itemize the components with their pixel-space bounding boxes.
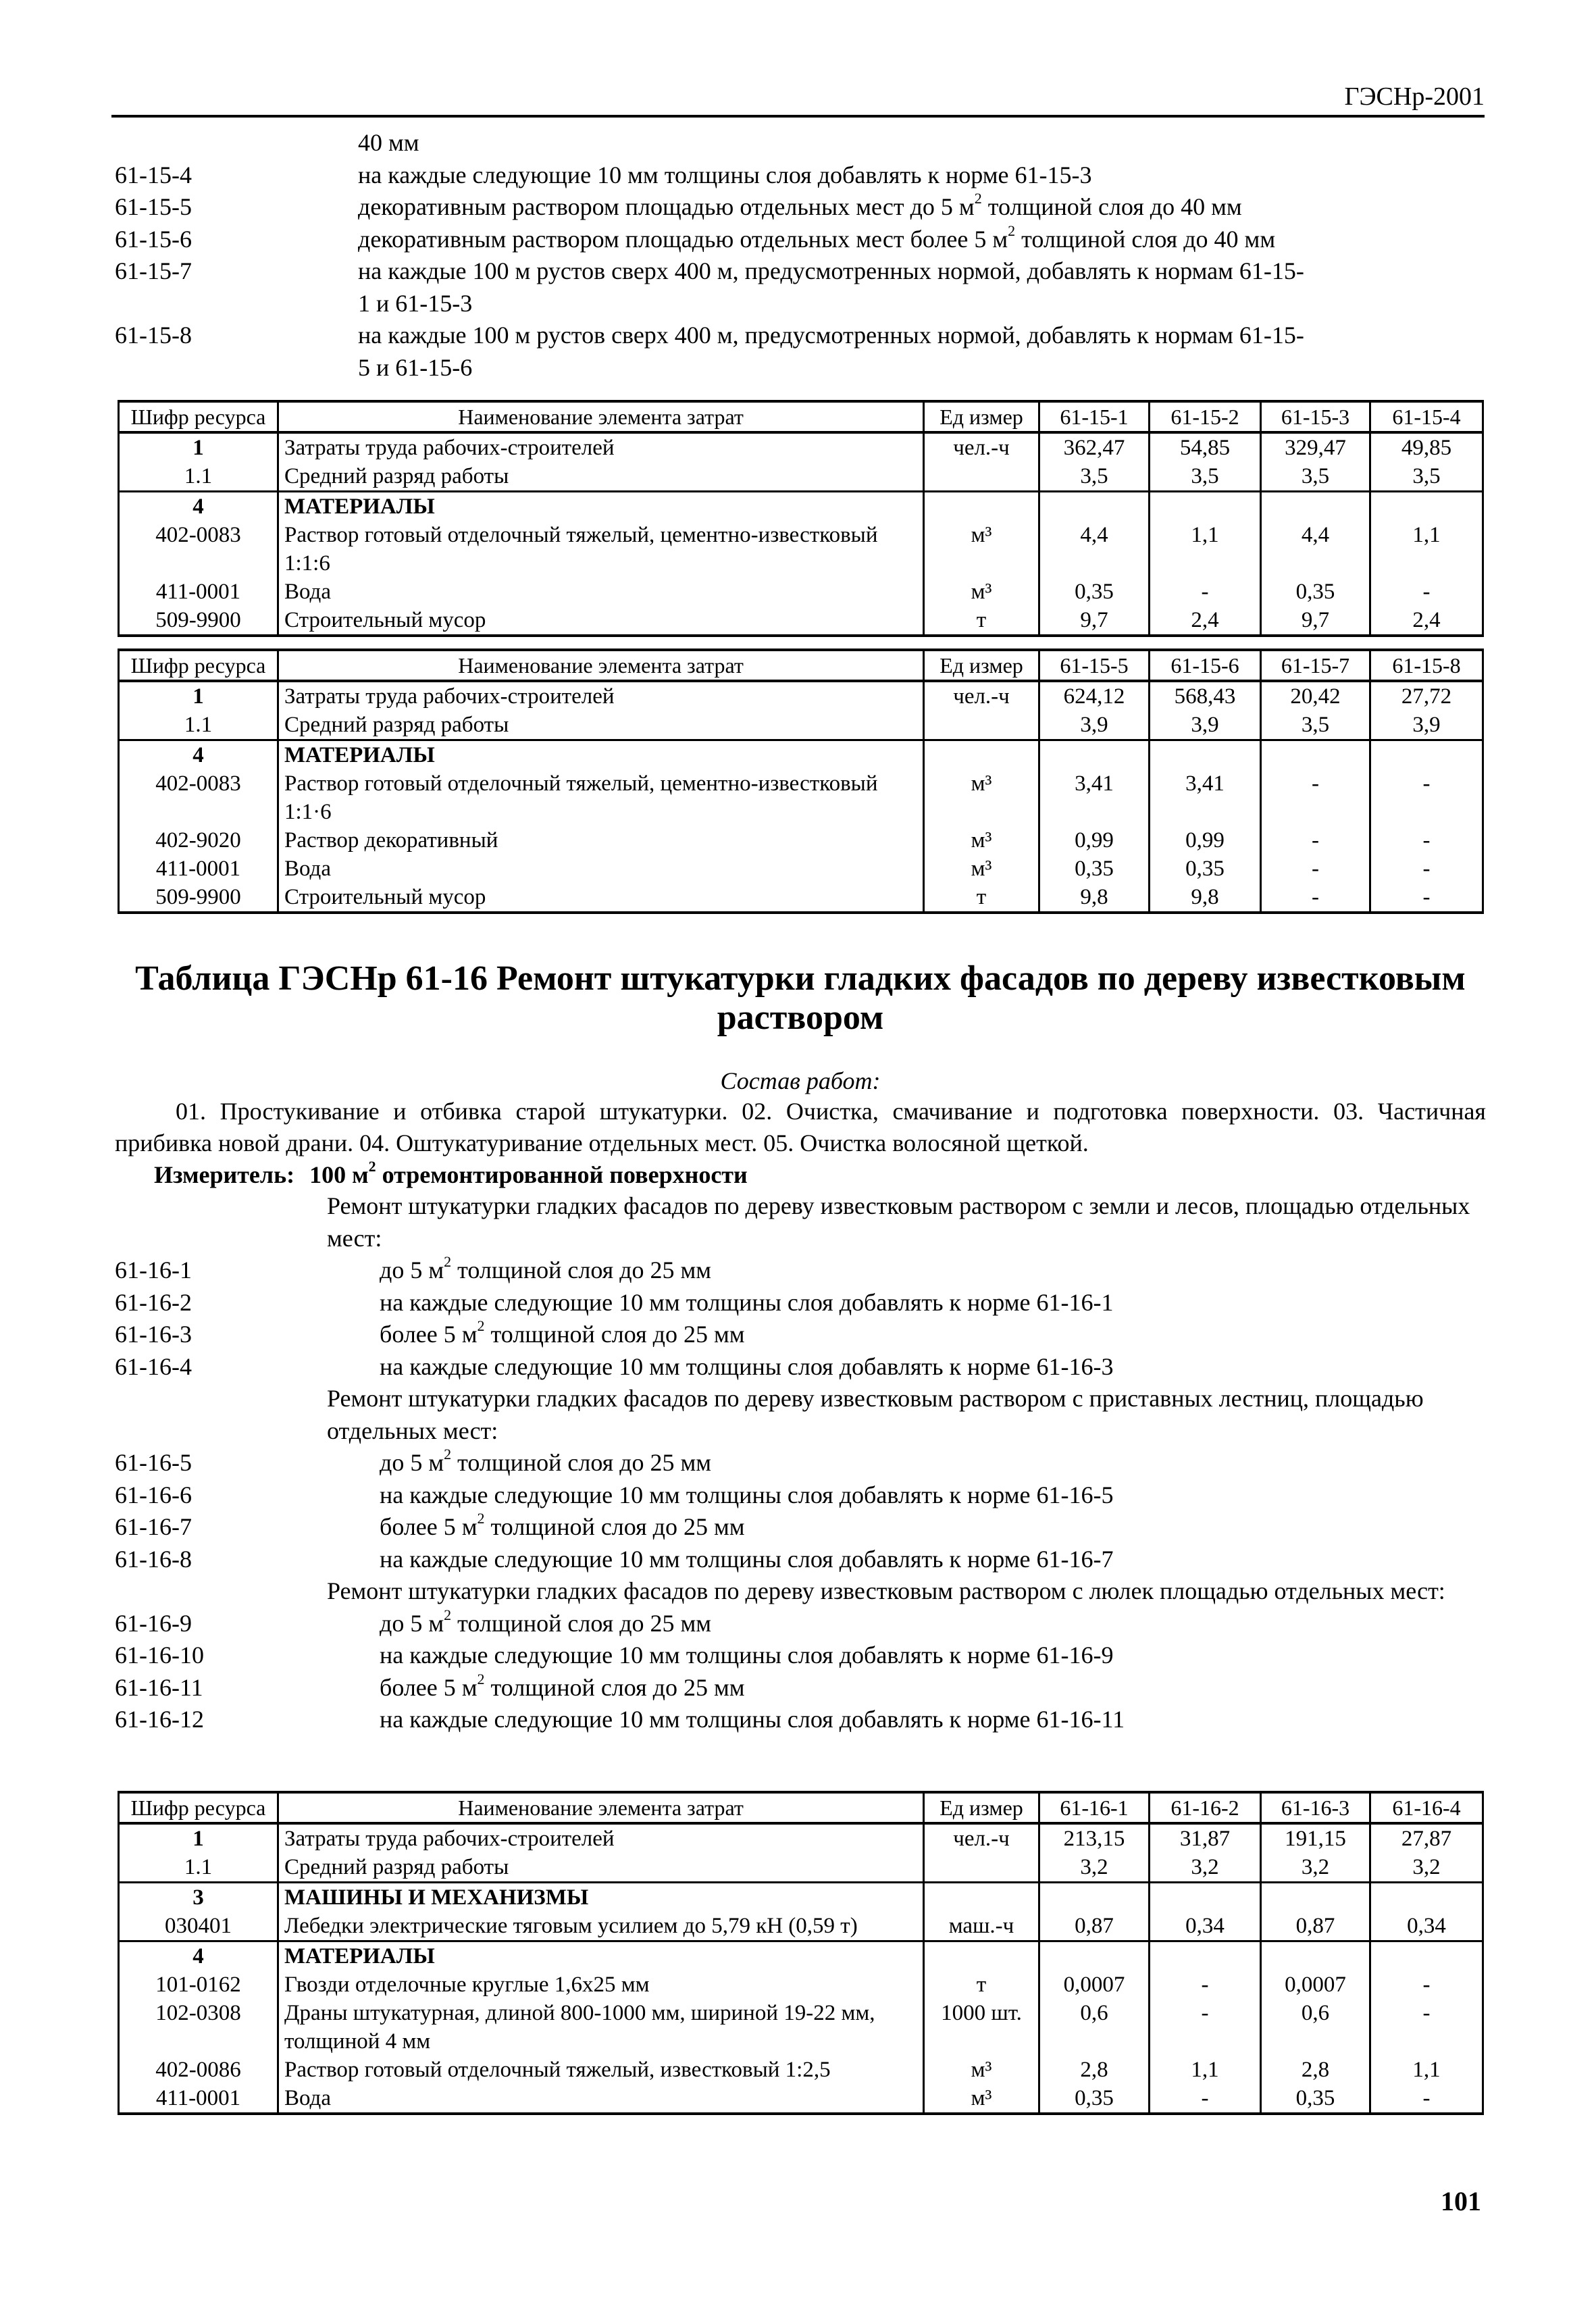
resource-unit xyxy=(924,740,1039,770)
norm-code: 61-16-12 xyxy=(115,1706,204,1733)
meter-value: 100 м xyxy=(309,1161,369,1188)
norm-code: 61-16-4 xyxy=(115,1352,192,1380)
column-header-norm: 61-16-2 xyxy=(1150,1792,1261,1823)
norm-row xyxy=(115,320,1486,352)
resource-unit xyxy=(924,462,1039,492)
table-row xyxy=(119,521,1483,578)
norm-value: 54,85 xyxy=(1150,432,1261,462)
resource-code: 402-0086 xyxy=(119,2056,278,2084)
norm-value: 9,8 xyxy=(1039,883,1150,913)
table-row xyxy=(119,769,1483,826)
norms-61-15-list xyxy=(115,127,1486,384)
superscript: 2 xyxy=(368,1158,376,1175)
norm-value: 0,87 xyxy=(1261,1912,1370,1941)
meter-value: отремонтированной поверхности xyxy=(376,1161,748,1188)
resource-table-61-15-1-4 xyxy=(118,400,1484,637)
norm-value: 3,2 xyxy=(1261,1853,1370,1883)
table-row xyxy=(119,432,1483,462)
resource-code: 509-9900 xyxy=(119,606,278,636)
norm-value: 329,47 xyxy=(1261,432,1370,462)
column-header-code: Шифр ресурса xyxy=(119,1792,278,1823)
norm-value: 0,0007 xyxy=(1039,1971,1150,1999)
norm-value xyxy=(1370,740,1483,770)
norm-value: - xyxy=(1261,826,1370,855)
superscript: 2 xyxy=(477,1670,485,1687)
norm-text-part: толщиной слоя до 25 мм xyxy=(484,1321,745,1348)
norm-text xyxy=(358,224,1486,256)
column-header-norm: 61-15-2 xyxy=(1150,401,1261,432)
norm-code: 61-16-2 xyxy=(115,1288,192,1316)
superscript: 2 xyxy=(477,1510,485,1527)
norm-value: 3,2 xyxy=(1370,1853,1483,1883)
norm-text: на каждые следующие 10 мм толщины слоя добавлять к норме 61-16-11 xyxy=(380,1706,1125,1733)
column-header-norm: 61-15-8 xyxy=(1370,650,1483,681)
table-61-16-title: Таблица ГЭСНр 61-16 Ремонт штукатурки гладких фасадов по дереву известковым раствором xyxy=(135,959,1466,1037)
norm-text-part: более 5 м xyxy=(380,1673,478,1701)
table-header-row xyxy=(119,650,1483,681)
table-row-section xyxy=(119,1941,1483,1971)
norm-value: - xyxy=(1370,1971,1483,1999)
norm-row xyxy=(115,191,1486,224)
norm-row xyxy=(115,1608,1486,1640)
norm-value: 2,8 xyxy=(1261,2056,1370,2084)
column-header-name: Наименование элемента затрат xyxy=(278,1792,924,1823)
norm-row xyxy=(115,1447,1486,1479)
norm-value: 2,8 xyxy=(1039,2056,1150,2084)
norm-value: - xyxy=(1370,855,1483,883)
superscript: 2 xyxy=(477,1317,485,1334)
norm-value: - xyxy=(1370,826,1483,855)
norm-code: 61-16-10 xyxy=(115,1642,204,1669)
resource-unit: т xyxy=(924,1971,1039,1999)
norm-value: 3,5 xyxy=(1150,462,1261,492)
table-row xyxy=(119,826,1483,855)
norm-value: 3,9 xyxy=(1370,711,1483,740)
column-header-norm: 61-16-4 xyxy=(1370,1792,1483,1823)
norm-row xyxy=(115,1351,1486,1383)
resource-name: Раствор готовый отделочный тяжелый, цементно-известковый 1:1:6 xyxy=(278,521,924,578)
resource-name: Раствор готовый отделочный тяжелый, известковый 1:2,5 xyxy=(278,2056,924,2084)
norm-value xyxy=(1150,1883,1261,1912)
resource-name: Средний разряд работы xyxy=(278,711,924,740)
section-code: 3 xyxy=(119,1883,278,1912)
resource-code: 1.1 xyxy=(119,1853,278,1883)
norm-row xyxy=(115,1319,1486,1351)
norm-value xyxy=(1370,1941,1483,1971)
norm-value: 27,87 xyxy=(1370,1823,1483,1853)
resource-unit: м³ xyxy=(924,826,1039,855)
column-header-code: Шифр ресурса xyxy=(119,650,278,681)
table-header-row xyxy=(119,1792,1483,1823)
meter-label: Измеритель: xyxy=(154,1161,295,1188)
norm-row xyxy=(115,255,1486,288)
column-header-norm: 61-15-6 xyxy=(1150,650,1261,681)
norm-value: 3,9 xyxy=(1039,711,1150,740)
section-code: 4 xyxy=(119,1941,278,1971)
column-header-norm: 61-16-3 xyxy=(1261,1792,1370,1823)
norm-text xyxy=(358,191,1486,224)
norm-text-part: до 5 м xyxy=(380,1449,444,1476)
norm-code: 61-16-9 xyxy=(115,1609,192,1637)
norm-value: 1,1 xyxy=(1150,521,1261,578)
norm-value: 0,99 xyxy=(1039,826,1150,855)
table-row xyxy=(119,1853,1483,1883)
norm-text: на каждые следующие 10 мм толщины слоя добавлять к норме 61-16-9 xyxy=(380,1642,1114,1669)
resource-unit: м³ xyxy=(924,2056,1039,2084)
norm-value xyxy=(1039,740,1150,770)
resource-code: 402-0083 xyxy=(119,769,278,826)
norm-text: на каждые 100 м рустов сверх 400 м, предусмотренных нормой, добавлять к нормам 61-15- xyxy=(358,322,1304,349)
norm-text: на каждые 100 м рустов сверх 400 м, предусмотренных нормой, добавлять к нормам 61-15- xyxy=(358,257,1304,284)
table-row-section xyxy=(119,492,1483,522)
norm-text xyxy=(358,1254,1486,1287)
norm-value: 3,41 xyxy=(1039,769,1150,826)
table-row xyxy=(119,578,1483,606)
norm-value: 0,34 xyxy=(1150,1912,1261,1941)
resource-unit: т xyxy=(924,606,1039,636)
norm-value xyxy=(1150,1941,1261,1971)
section-code: 4 xyxy=(119,492,278,522)
section-title: МАТЕРИАЛЫ xyxy=(278,740,924,770)
norm-text-part: толщиной слоя до 25 мм xyxy=(451,1256,712,1283)
norm-text xyxy=(358,1672,1486,1704)
norm-row xyxy=(115,1254,1486,1287)
norm-row xyxy=(115,1672,1486,1704)
table-row xyxy=(119,681,1483,711)
resource-unit xyxy=(924,1883,1039,1912)
section-title: МАТЕРИАЛЫ xyxy=(278,492,924,522)
norm-text-part: декоративным раствором площадью отдельных мест до 5 м xyxy=(358,193,975,220)
resource-unit: 1000 шт. xyxy=(924,1999,1039,2056)
norm-row xyxy=(115,1544,1486,1576)
norm-value: 1,1 xyxy=(1150,2056,1261,2084)
resource-unit: м³ xyxy=(924,521,1039,578)
norm-value xyxy=(1370,1883,1483,1912)
table-row xyxy=(119,855,1483,883)
resource-unit: т xyxy=(924,883,1039,913)
resource-name: Затраты труда рабочих-строителей xyxy=(278,432,924,462)
norm-value: 9,7 xyxy=(1261,606,1370,636)
norm-text-part: толщиной слоя до 25 мм xyxy=(451,1449,712,1476)
norm-value: - xyxy=(1150,578,1261,606)
norm-value: - xyxy=(1370,578,1483,606)
resource-code: 101-0162 xyxy=(119,1971,278,1999)
norm-text-part: более 5 м xyxy=(380,1513,478,1540)
resource-name: Раствор декоративный xyxy=(278,826,924,855)
resource-code: 1.1 xyxy=(119,711,278,740)
resource-code: 1.1 xyxy=(119,462,278,492)
resource-name: Вода xyxy=(278,2084,924,2114)
norm-value: 2,4 xyxy=(1150,606,1261,636)
norm-row xyxy=(115,1287,1486,1319)
norm-code: 61-16-7 xyxy=(115,1513,192,1540)
norm-value: 3,2 xyxy=(1039,1853,1150,1883)
column-header-norm: 61-15-4 xyxy=(1370,401,1483,432)
norm-value: - xyxy=(1370,1999,1483,2056)
resource-unit: м³ xyxy=(924,855,1039,883)
norm-value: 27,72 xyxy=(1370,681,1483,711)
norm-value: 624,12 xyxy=(1039,681,1150,711)
norm-code: 61-16-3 xyxy=(115,1321,192,1348)
norm-text xyxy=(358,1511,1486,1544)
meter-line xyxy=(154,1159,748,1190)
resource-unit: чел.-ч xyxy=(924,1823,1039,1853)
norm-code: 61-16-1 xyxy=(115,1256,192,1283)
norm-value: 213,15 xyxy=(1039,1823,1150,1853)
norm-value: - xyxy=(1370,2084,1483,2114)
norm-text: на каждые следующие 10 мм толщины слоя добавлять к норме 61-16-1 xyxy=(380,1288,1114,1316)
table-row xyxy=(119,1912,1483,1941)
norm-value: 49,85 xyxy=(1370,432,1483,462)
running-header-title: ГЭСНр-2001 xyxy=(1344,82,1485,111)
norm-code: 61-16-11 xyxy=(115,1673,203,1701)
norm-text xyxy=(358,1608,1486,1640)
norm-value: 0,35 xyxy=(1261,2084,1370,2114)
table-row xyxy=(119,2084,1483,2114)
norm-value xyxy=(1261,740,1370,770)
norm-text-part: толщиной слоя до 25 мм xyxy=(451,1609,712,1637)
norm-value: - xyxy=(1150,2084,1261,2114)
norm-text: 40 мм xyxy=(358,129,419,156)
resource-name: Средний разряд работы xyxy=(278,1853,924,1883)
section-code: 4 xyxy=(119,740,278,770)
column-header-name: Наименование элемента затрат xyxy=(278,401,924,432)
resource-unit: м³ xyxy=(924,578,1039,606)
resource-code: 402-9020 xyxy=(119,826,278,855)
resource-code: 411-0001 xyxy=(119,2084,278,2114)
norm-value: - xyxy=(1261,855,1370,883)
column-header-norm: 61-16-1 xyxy=(1039,1792,1150,1823)
resource-code: 402-0083 xyxy=(119,521,278,578)
norm-value: 3,5 xyxy=(1039,462,1150,492)
norm-value: 3,5 xyxy=(1261,711,1370,740)
norm-group-intro: Ремонт штукатурки гладких фасадов по дереву известковым раствором с приставных лестниц, площадью отдельных мест: xyxy=(327,1385,1424,1444)
norm-value xyxy=(1150,740,1261,770)
norm-code: 61-16-8 xyxy=(115,1545,192,1573)
norm-text: на каждые следующие 10 мм толщины слоя добавлять к норме 61-16-3 xyxy=(380,1352,1114,1380)
table-row xyxy=(119,711,1483,740)
norm-value xyxy=(1370,492,1483,522)
norm-text-part: до 5 м xyxy=(380,1256,444,1283)
norm-value: 0,6 xyxy=(1039,1999,1150,2056)
table-row xyxy=(119,883,1483,913)
norm-value: - xyxy=(1150,1971,1261,1999)
norm-value: 1,1 xyxy=(1370,2056,1483,2084)
table-row xyxy=(119,462,1483,492)
resource-name: Затраты труда рабочих-строителей xyxy=(278,1823,924,1853)
norm-value: 3,5 xyxy=(1261,462,1370,492)
norm-text xyxy=(358,1447,1486,1479)
section-title: МАТЕРИАЛЫ xyxy=(278,1941,924,1971)
table-row-section xyxy=(119,740,1483,770)
composition-heading: Состав работ: xyxy=(720,1067,881,1094)
norm-value: 1,1 xyxy=(1370,521,1483,578)
norm-text: на каждые следующие 10 мм толщины слоя добавлять к норме 61-15-3 xyxy=(358,161,1092,188)
norm-text: на каждые следующие 10 мм толщины слоя добавлять к норме 61-16-5 xyxy=(380,1481,1114,1508)
norm-text-part: толщиной слоя до 40 мм xyxy=(981,193,1242,220)
norm-value xyxy=(1039,1941,1150,1971)
norm-value: 0,87 xyxy=(1039,1912,1150,1941)
norm-code: 61-16-6 xyxy=(115,1481,192,1508)
norm-value: 0,35 xyxy=(1039,855,1150,883)
resource-unit: маш.-ч xyxy=(924,1912,1039,1941)
norm-value: 4,4 xyxy=(1261,521,1370,578)
superscript: 2 xyxy=(974,190,982,207)
resource-unit: чел.-ч xyxy=(924,681,1039,711)
column-header-unit: Ед измер xyxy=(924,401,1039,432)
norm-text-part: толщиной слоя до 25 мм xyxy=(484,1513,745,1540)
norm-code: 61-15-4 xyxy=(115,161,192,188)
norm-value: 4,4 xyxy=(1039,521,1150,578)
superscript: 2 xyxy=(444,1606,452,1623)
table-row xyxy=(119,1823,1483,1853)
resource-unit xyxy=(924,1941,1039,1971)
resource-name: Затраты труда рабочих-строителей xyxy=(278,681,924,711)
resource-name: Раствор готовый отделочный тяжелый, цементно-известковый 1:1·6 xyxy=(278,769,924,826)
norm-code: 61-15-6 xyxy=(115,225,192,253)
norm-text-continuation: 1 и 61-15-3 xyxy=(358,289,473,317)
norm-row xyxy=(115,1479,1486,1512)
norm-value xyxy=(1039,492,1150,522)
norm-value: 0,35 xyxy=(1150,855,1261,883)
norm-row xyxy=(115,1704,1486,1736)
norm-code: 61-15-8 xyxy=(115,322,192,349)
superscript: 2 xyxy=(444,1253,452,1270)
norm-code: 61-15-7 xyxy=(115,257,192,284)
resource-code: 509-9900 xyxy=(119,883,278,913)
resource-unit: чел.-ч xyxy=(924,432,1039,462)
column-header-name: Наименование элемента затрат xyxy=(278,650,924,681)
resource-name: Строительный мусор xyxy=(278,883,924,913)
norm-value: - xyxy=(1261,769,1370,826)
resource-name: Строительный мусор xyxy=(278,606,924,636)
norm-text-part: декоративным раствором площадью отдельных мест более 5 м xyxy=(358,225,1008,253)
column-header-unit: Ед измер xyxy=(924,1792,1039,1823)
norm-value: 2,4 xyxy=(1370,606,1483,636)
table-row-section xyxy=(119,1883,1483,1912)
norm-value xyxy=(1150,492,1261,522)
resource-table-61-15-5-8 xyxy=(118,649,1484,914)
norm-row xyxy=(115,1640,1486,1672)
norm-row xyxy=(115,1511,1486,1544)
resource-code: 102-0308 xyxy=(119,1999,278,2056)
norm-row xyxy=(115,224,1486,256)
resource-unit: м³ xyxy=(924,2084,1039,2114)
resource-code: 030401 xyxy=(119,1912,278,1941)
resource-code: 411-0001 xyxy=(119,578,278,606)
table-header-row xyxy=(119,401,1483,432)
norm-value: 3,2 xyxy=(1150,1853,1261,1883)
norm-value: 9,7 xyxy=(1039,606,1150,636)
norm-value: - xyxy=(1261,883,1370,913)
table-row xyxy=(119,606,1483,636)
norm-code: 61-15-5 xyxy=(115,193,192,220)
norm-value: 31,87 xyxy=(1150,1823,1261,1853)
section-title: МАШИНЫ И МЕХАНИЗМЫ xyxy=(278,1883,924,1912)
table-row xyxy=(119,1971,1483,1999)
resource-code: 1 xyxy=(119,681,278,711)
norm-value: 0,6 xyxy=(1261,1999,1370,2056)
resource-name: Лебедки электрические тяговым усилием до 5,79 кН (0,59 т) xyxy=(278,1912,924,1941)
norm-value: 3,9 xyxy=(1150,711,1261,740)
resource-code: 411-0001 xyxy=(119,855,278,883)
resource-name: Вода xyxy=(278,855,924,883)
norm-text: на каждые следующие 10 мм толщины слоя добавлять к норме 61-16-7 xyxy=(380,1545,1114,1573)
resource-unit xyxy=(924,492,1039,522)
norm-value xyxy=(1039,1883,1150,1912)
resource-name: Вода xyxy=(278,578,924,606)
norm-value xyxy=(1261,1883,1370,1912)
norm-row xyxy=(115,127,1486,159)
norm-text-part: толщиной слоя до 40 мм xyxy=(1015,225,1276,253)
norm-code xyxy=(115,127,358,159)
resource-name: Средний разряд работы xyxy=(278,462,924,492)
column-header-unit: Ед измер xyxy=(924,650,1039,681)
superscript: 2 xyxy=(1008,222,1016,239)
page-number: 101 xyxy=(1441,2186,1481,2216)
resource-code: 1 xyxy=(119,1823,278,1853)
norm-value: - xyxy=(1370,769,1483,826)
resource-code: 1 xyxy=(119,432,278,462)
norm-text xyxy=(358,1319,1486,1351)
column-header-code: Шифр ресурса xyxy=(119,401,278,432)
norm-group-intro: Ремонт штукатурки гладких фасадов по дереву известковым раствором с земли и лесов, площадью отдельных мест: xyxy=(327,1192,1470,1252)
resource-unit xyxy=(924,711,1039,740)
superscript: 2 xyxy=(444,1446,452,1463)
norm-value: 0,35 xyxy=(1039,2084,1150,2114)
table-row xyxy=(119,2056,1483,2084)
norm-value: 9,8 xyxy=(1150,883,1261,913)
norm-value: 0,0007 xyxy=(1261,1971,1370,1999)
norm-code: 61-16-5 xyxy=(115,1449,192,1476)
norm-value: 362,47 xyxy=(1039,432,1150,462)
table-row xyxy=(119,1999,1483,2056)
norm-value: 3,5 xyxy=(1370,462,1483,492)
resource-unit: м³ xyxy=(924,769,1039,826)
norm-value: - xyxy=(1370,883,1483,913)
column-header-norm: 61-15-3 xyxy=(1261,401,1370,432)
norm-value: 0,34 xyxy=(1370,1912,1483,1941)
norm-value: 191,15 xyxy=(1261,1823,1370,1853)
norms-61-16-list xyxy=(115,1190,1486,1736)
norm-value xyxy=(1261,492,1370,522)
norm-text-continuation: 5 и 61-15-6 xyxy=(358,353,473,381)
norm-value: 0,35 xyxy=(1039,578,1150,606)
norm-value: 3,41 xyxy=(1150,769,1261,826)
norm-row xyxy=(115,159,1486,192)
resource-name: Гвозди отделочные круглые 1,6x25 мм xyxy=(278,1971,924,1999)
norm-value xyxy=(1261,1941,1370,1971)
column-header-norm: 61-15-1 xyxy=(1039,401,1150,432)
norm-value: - xyxy=(1150,1999,1261,2056)
column-header-norm: 61-15-5 xyxy=(1039,650,1150,681)
norm-text-part: до 5 м xyxy=(380,1609,444,1637)
header-rule xyxy=(111,115,1485,118)
column-header-norm: 61-15-7 xyxy=(1261,650,1370,681)
norm-group-intro: Ремонт штукатурки гладких фасадов по дереву известковым раствором с люлек площадью отдельных мест: xyxy=(327,1577,1445,1604)
norm-value: 0,35 xyxy=(1261,578,1370,606)
norm-text-part: более 5 м xyxy=(380,1321,478,1348)
resource-name: Драны штукатурная, длиной 800-1000 мм, шириной 19-22 мм, толщиной 4 мм xyxy=(278,1999,924,2056)
resource-table-61-16-1-4 xyxy=(118,1791,1484,2115)
norm-text-part: толщиной слоя до 25 мм xyxy=(484,1673,745,1701)
resource-unit xyxy=(924,1853,1039,1883)
composition-text: 01. Простукивание и отбивка старой штукатурки. 02. Очистка, смачивание и подготовка поверхности. 03. Частичная прибивка новой драни. 04. Оштукатуривание отдельных мест. 05. Очистка волосяной щеткой. xyxy=(115,1098,1486,1156)
norm-value: 568,43 xyxy=(1150,681,1261,711)
norm-value: 0,99 xyxy=(1150,826,1261,855)
norm-value: 20,42 xyxy=(1261,681,1370,711)
